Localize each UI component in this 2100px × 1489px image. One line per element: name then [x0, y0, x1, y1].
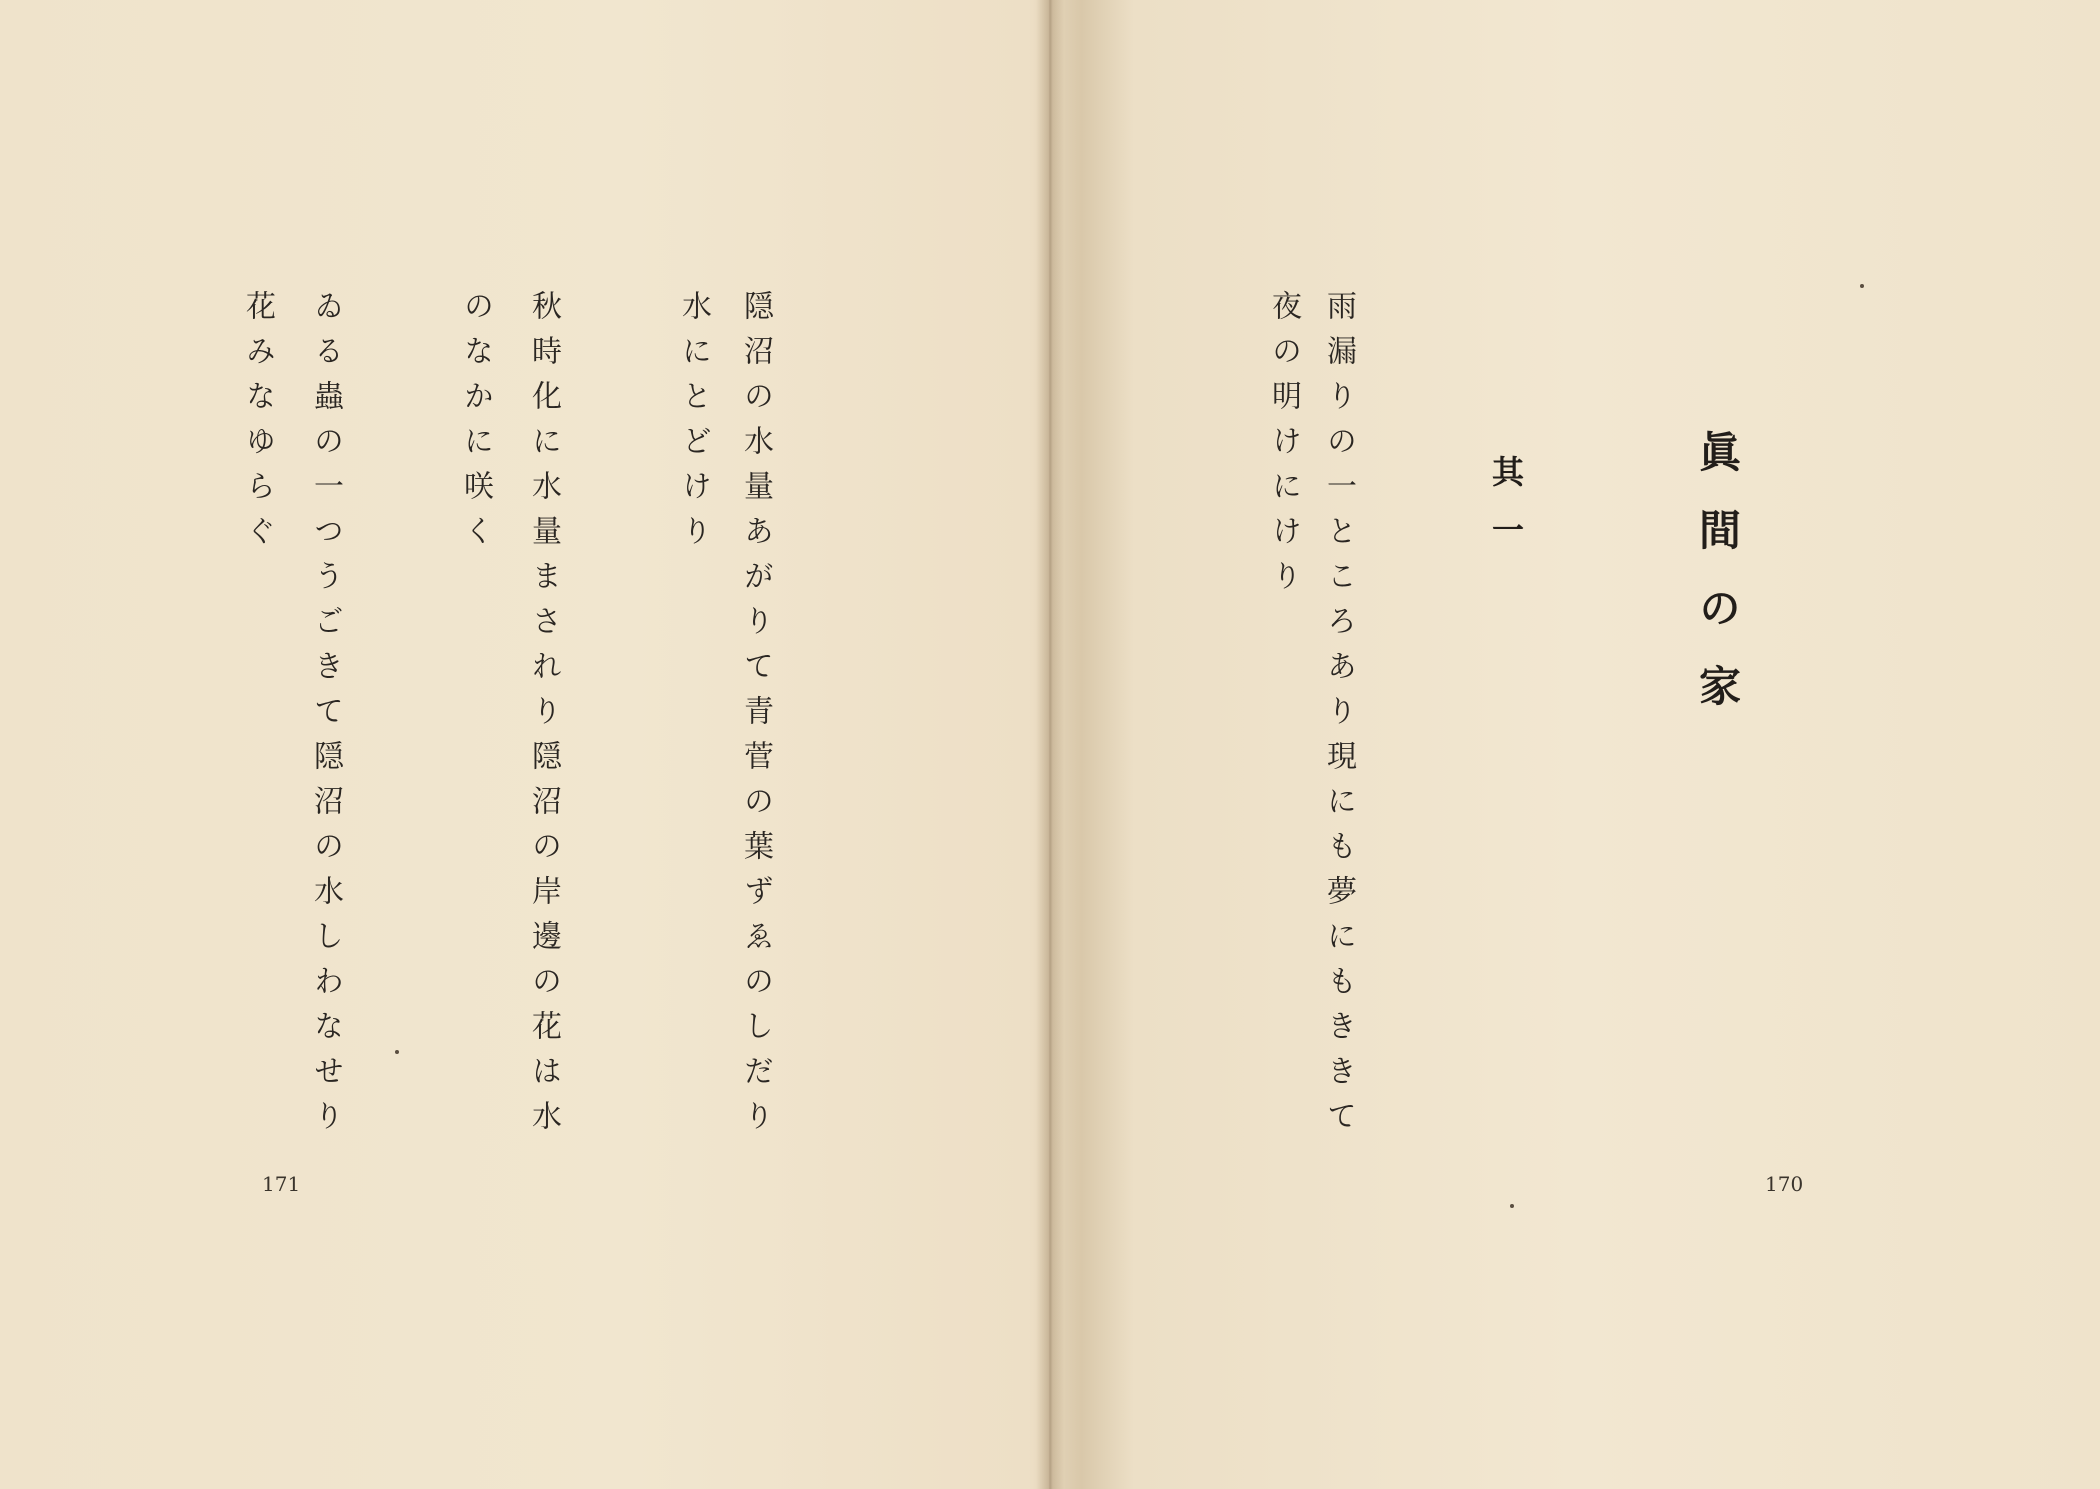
page-number: 170: [1765, 1172, 1804, 1196]
poem-line: 隠沼の水量あがりて青菅の葉ずゑのしだり: [738, 290, 773, 1145]
poem-line: 水にとどけり: [676, 290, 711, 560]
poem-line: 夜の明けにけり: [1266, 290, 1301, 605]
poem-subtitle: 其一: [1487, 455, 1525, 571]
paper-speck: [395, 1050, 399, 1054]
poem-line: のなかに咲く: [458, 290, 493, 560]
left-page: [0, 0, 1040, 1489]
poem-line: 秋時化に水量まされり隠沼の岸邊の花は水: [526, 290, 561, 1145]
paper-speck: [1860, 284, 1864, 288]
paper-speck: [1510, 1204, 1514, 1208]
right-page: [1060, 0, 2100, 1489]
poem-line: 花みなゆらぐ: [240, 290, 275, 560]
page-number: 171: [262, 1172, 301, 1196]
poem-line: ゐる蟲の一つうごきて隠沼の水しわなせり: [308, 290, 343, 1145]
poem-line: 雨漏りの一ところあり現にも夢にもききて: [1321, 290, 1356, 1145]
poem-title: 眞間の家: [1693, 430, 1742, 742]
